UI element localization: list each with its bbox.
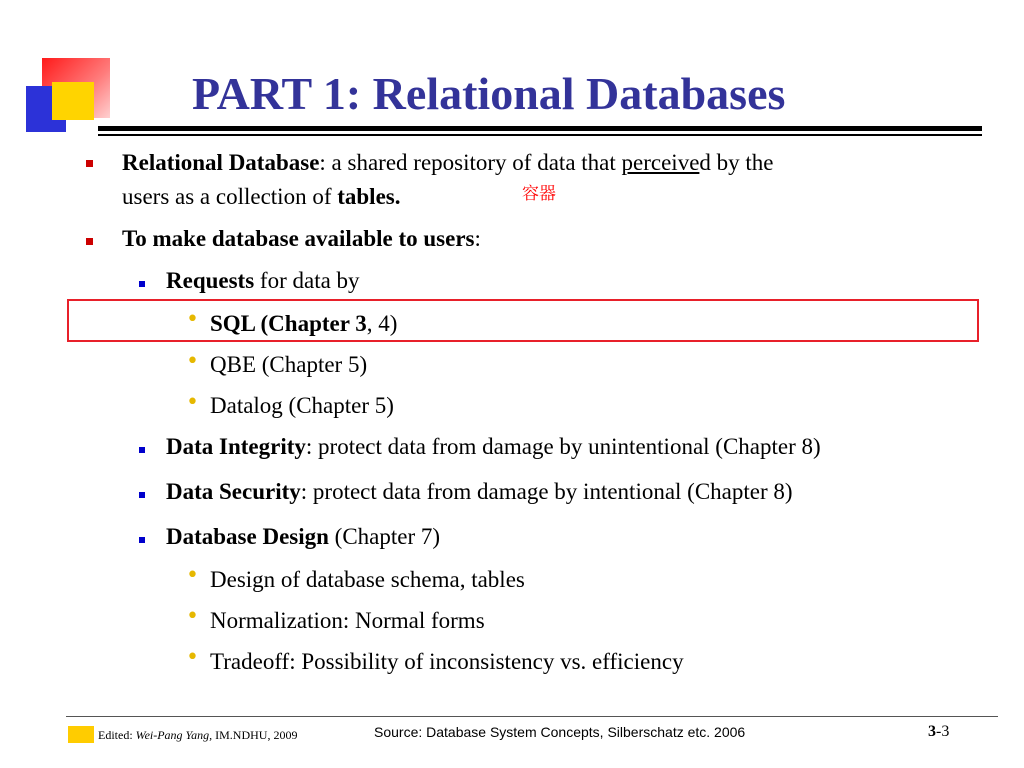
bullet-dot-icon: • xyxy=(186,390,199,415)
data-integrity-text: : protect data from damage by unintentional (Chapter 8) xyxy=(305,434,821,459)
slide-title: PART 1: Relational Databases xyxy=(192,68,786,119)
bullet-dot-icon: • xyxy=(186,563,199,588)
sub-bullet-requests xyxy=(166,267,360,295)
annotation-note: 容器 xyxy=(522,184,556,204)
requests-suffix: for data by xyxy=(254,268,360,293)
request-item-sql-normal: , 4) xyxy=(366,311,398,336)
bullet-square-icon xyxy=(139,447,145,453)
request-item-datalog: Datalog (Chapter 5) xyxy=(210,393,394,418)
sub-bullet-data-integrity xyxy=(166,433,821,461)
underlined-word: perceive xyxy=(621,150,700,175)
bullet-dot-icon: • xyxy=(186,349,199,374)
term-make-available: To make database available to users xyxy=(122,226,475,251)
sub-bullet-database-design xyxy=(166,523,440,551)
bullet-square-icon xyxy=(86,160,93,167)
sub-bullet-data-security xyxy=(166,478,793,506)
request-item-sql xyxy=(210,310,397,338)
design-item-schema: Design of database schema, tables xyxy=(210,567,525,592)
footer-source: Source: Database System Concepts, Silberschatz etc. 2006 xyxy=(374,724,746,740)
footer-org: IM.NDHU, 2009 xyxy=(212,728,298,742)
design-item-tradeoff: Tradeoff: Possibility of inconsistency vs. efficiency xyxy=(210,649,684,674)
page-number-bold: 3 xyxy=(928,723,936,740)
relational-database-text-a: : a shared repository of data that xyxy=(319,150,622,175)
title-divider-thin xyxy=(98,134,982,136)
bullet-make-available xyxy=(122,225,481,253)
title-divider-thick xyxy=(98,126,982,131)
data-security-text: : protect data from damage by intentional (Chapter 8) xyxy=(300,479,793,504)
term-tables: tables. xyxy=(337,184,401,209)
footer-edited-label: Edited: xyxy=(98,728,136,742)
bullet-relational-database xyxy=(122,149,774,177)
footer-credit xyxy=(98,728,297,743)
bullet-square-icon xyxy=(139,537,145,543)
logo-yellow-square xyxy=(52,82,94,120)
footer-divider xyxy=(66,716,998,717)
bullet-square-icon xyxy=(139,492,145,498)
page-number-rest: -3 xyxy=(936,723,950,740)
term-requests: Requests xyxy=(166,268,255,293)
highlight-box xyxy=(67,299,979,342)
request-item-qbe: QBE (Chapter 5) xyxy=(210,352,368,377)
database-design-text: (Chapter 7) xyxy=(328,524,441,549)
bullet-dot-icon: • xyxy=(186,307,199,332)
bullet-relational-database-line2 xyxy=(122,183,400,211)
bullet-dot-icon: • xyxy=(186,604,199,629)
term-data-integrity: Data Integrity xyxy=(166,434,306,459)
relational-database-line2-text: users as a collection of xyxy=(122,184,338,209)
make-available-suffix: : xyxy=(474,226,481,251)
term-relational-database: Relational Database xyxy=(122,150,320,175)
page-number xyxy=(928,723,949,741)
footer-author: Wei-Pang Yang, xyxy=(135,728,213,742)
term-data-security: Data Security xyxy=(166,479,301,504)
term-database-design: Database Design xyxy=(166,524,329,549)
relational-database-text-b: d by the xyxy=(699,150,774,175)
design-item-normalization: Normalization: Normal forms xyxy=(210,608,485,633)
bullet-dot-icon: • xyxy=(186,645,199,670)
request-item-sql-bold: SQL (Chapter 3 xyxy=(210,311,367,336)
footer-swatch xyxy=(68,726,94,743)
bullet-square-icon xyxy=(86,238,93,245)
bullet-square-icon xyxy=(139,281,145,287)
